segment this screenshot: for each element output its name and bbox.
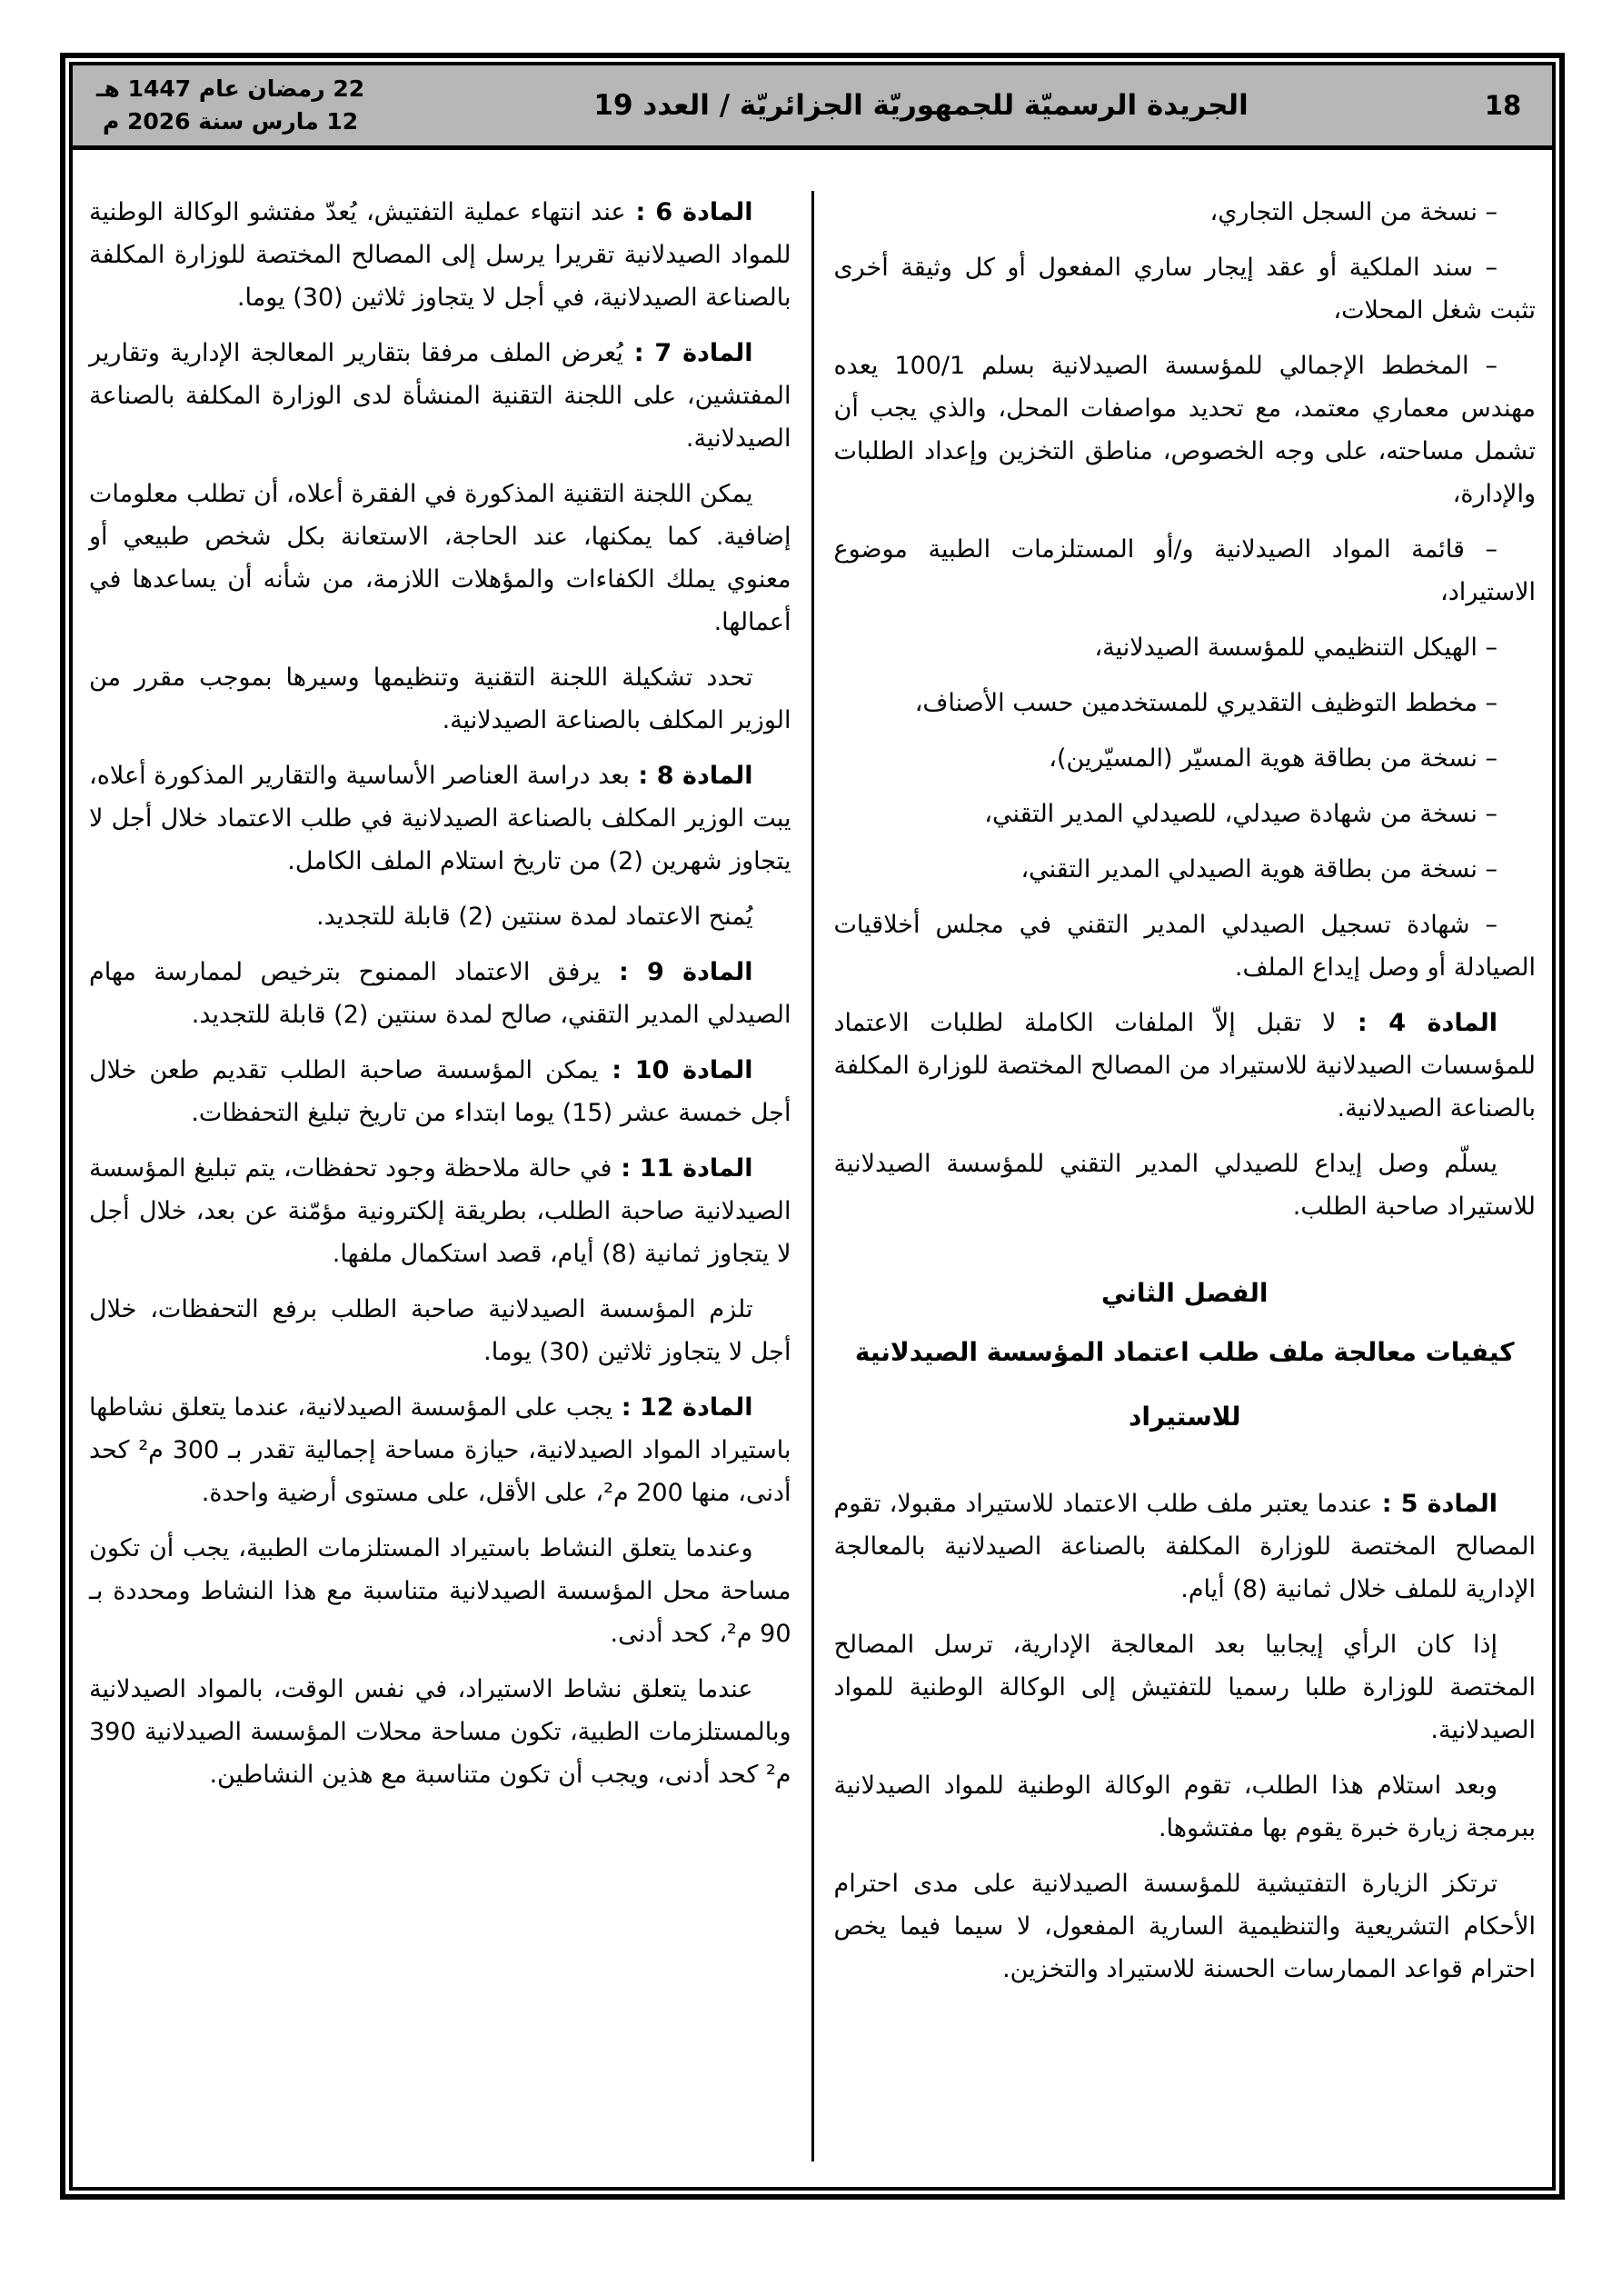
body-paragraph: [834, 1862, 1537, 1991]
article-number-label: المادة 11 :: [612, 1154, 753, 1183]
article-number-label: المادة 9 :: [600, 958, 753, 986]
paragraph-text: عندما يعتبر ملف طلب الاعتماد للاستيراد مقبولا، تقوم المصالح المختصة للوزارة المكلفة بالصناعة الصيدلانية بالمعالجة الإدارية للملف خلال ثمانية (8) أيام.: [833, 1489, 1536, 1603]
list-item-text: – نسخة من بطاقة هوية المسيّر (المسيّرين)،: [1049, 744, 1498, 773]
list-item: [834, 737, 1537, 780]
paragraph-text: تحدد تشكيلة اللجنة التقنية وتنظيمها وسيرها بموجب مقرر من الوزير المكلف بالصناعة الصيدلانية.: [89, 664, 791, 734]
list-item: [834, 626, 1537, 669]
issue-dates: [96, 73, 364, 139]
list-item-text: – شهادة تسجيل الصيدلي المدير التقني في مجلس أخلاقيات الصيادلة أو وصل إيداع الملف.: [833, 911, 1536, 982]
body-paragraph: [89, 473, 791, 644]
column-divider: [811, 191, 814, 2161]
page-frame-outer: [60, 53, 1565, 2200]
list-item: [834, 848, 1537, 891]
article-number-label: المادة 4 :: [1336, 1009, 1498, 1037]
list-item: [834, 191, 1537, 234]
masthead: [73, 65, 1552, 150]
paragraph-text: يمكن اللجنة التقنية المذكورة في الفقرة أعلاه، أن تطلب معلومات إضافية. كما يمكنها، عند الحاجة، الاستعانة بكل شخص طبيعي أو معنوي يملك الكفاءات والمؤهلات اللازمة، من شأنه أن يساعدها في أعمالها.: [89, 480, 791, 636]
article-paragraph: [89, 1049, 791, 1134]
paragraph-text: يُمنح الاعتماد لمدة سنتين (2) قابلة للتجديد.: [316, 903, 753, 931]
article-number-label: المادة 8 :: [629, 762, 753, 790]
list-item: [834, 344, 1537, 515]
article-paragraph: [89, 951, 791, 1036]
article-number-label: المادة 12 :: [612, 1393, 753, 1422]
list-item: [834, 682, 1537, 724]
column-right: [834, 191, 1537, 2161]
section-heading: [834, 1320, 1537, 1450]
body-paragraph: [89, 1288, 791, 1373]
article-number-label: المادة 5 :: [1372, 1489, 1498, 1518]
paragraph-text: يجب على المؤسسة الصيدلانية، عندما يتعلق نشاطها باستيراد المواد الصيدلانية، حيازة مساحة إجمالية تقدر بـ 300 م² كحد أدنى، منها 200 م²، على الأقل، على مستوى أرضية واحدة.: [89, 1393, 791, 1507]
article-paragraph: [89, 1147, 791, 1275]
list-item: [834, 528, 1537, 614]
body-paragraph: [834, 1764, 1537, 1850]
chapter-heading: [834, 1272, 1537, 1314]
body-paragraph: [834, 1143, 1537, 1228]
article-paragraph: [89, 754, 791, 883]
paragraph-text: كيفيات معالجة ملف طلب اعتماد المؤسسة الصيدلانية للاستيراد: [854, 1337, 1515, 1433]
article-paragraph: [89, 191, 791, 319]
paragraph-text: وعندما يتعلق النشاط باستيراد المستلزمات الطبية، يجب أن تكون مساحة محل المؤسسة الصيدلانية متناسبة مع هذا النشاط ومحددة بـ 90 م²، كحد أدنى.: [89, 1534, 791, 1648]
list-item: [834, 793, 1537, 835]
article-paragraph: [834, 1002, 1537, 1130]
column-left: [89, 191, 791, 2161]
list-item-text: – سند الملكية أو عقد إيجار ساري المفعول أو كل وثيقة أخرى تثبت شغل المحلات،: [833, 254, 1536, 324]
article-paragraph: [89, 1386, 791, 1514]
paragraph-text: في حالة ملاحظة وجود تحفظات، يتم تبليغ المؤسسة الصيدلانية صاحبة الطلب، بطريقة إلكترونية مؤمّنة عن بعد، خلال أجل لا يتجاوز ثمانية (8) أيام، قصد استكمال ملفها.: [89, 1154, 791, 1268]
page-frame-inner: [69, 62, 1556, 2191]
paragraph-text: عند انتهاء عملية التفتيش، يُعدّ مفتشو الوكالة الوطنية للمواد الصيدلانية تقريرا يرسل إلى المصالح المختصة للوزارة المكلفة بالصناعة الصيدلانية، في أجل لا يتجاوز ثلاثين (30) يوما.: [89, 198, 791, 312]
body-paragraph: [89, 656, 791, 742]
body-paragraph: [834, 1623, 1537, 1752]
list-item-text: – نسخة من شهادة صيدلي، للصيدلي المدير التقني،: [984, 800, 1498, 828]
body-paragraph: [89, 1668, 791, 1796]
list-item-text: – مخطط التوظيف التقديري للمستخدمين حسب الأصناف،: [914, 689, 1498, 717]
article-number-label: المادة 7 :: [622, 339, 753, 367]
list-item-text: – قائمة المواد الصيدلانية و/أو المستلزمات الطبية موضوع الاستيراد،: [833, 535, 1536, 606]
body-paragraph: [89, 895, 791, 938]
list-item-text: – نسخة من السجل التجاري،: [1209, 198, 1498, 226]
list-item-text: – المخطط الإجمالي للمؤسسة الصيدلانية بسلم 100/1 يعده مهندس معماري معتمد، مع تحديد مواصفات المحل، والذي يجب أن تشمل مساحته، على وجه الخصوص، مناطق التخزين وإعداد الطلبات والإدارة،: [833, 352, 1536, 508]
list-item: [834, 246, 1537, 332]
article-paragraph: [834, 1482, 1537, 1611]
paragraph-text: بعد دراسة العناصر الأساسية والتقارير المذكورة أعلاه، يبت الوزير المكلف بالصناعة الصيدلانية في طلب الاعتماد خلال أجل لا يتجاوز شهرين (2) من تاريخ استلام الملف الكامل.: [89, 762, 791, 875]
paragraph-text: تلزم المؤسسة الصيدلانية صاحبة الطلب برفع التحفظات، خلال أجل لا يتجاوز ثلاثين (30) يوما.: [89, 1295, 791, 1366]
paragraph-text: يُعرض الملف مرفقا بتقارير المعالجة الإدارية وتقارير المفتشين، على اللجنة التقنية المنشأة لدى الوزارة المكلفة بالصناعة الصيدلانية.: [89, 339, 791, 453]
paragraph-text: ترتكز الزيارة التفتيشية للمؤسسة الصيدلانية على مدى احترام الأحكام التشريعية والتنظيمية السارية المفعول، لا سيما فيما يخص احترام قواعد الممارسات الحسنة للاستيراد والتخزين.: [833, 1869, 1536, 1983]
paragraph-text: إذا كان الرأي إيجابيا بعد المعالجة الإدارية، ترسل المصالح المختصة للوزارة طلبا رسميا للتفتيش إلى الوكالة الوطنية للمواد الصيدلانية.: [833, 1630, 1536, 1744]
paragraph-text: لا تقبل إلاّ الملفات الكاملة لطلبات الاعتماد للمؤسسات الصيدلانية للاستيراد من المصالح المختصة للوزارة المكلفة بالصناعة الصيدلانية.: [833, 1009, 1536, 1123]
journal-title: الجريدة الرسميّة للجمهوريّة الجزائريّة / العدد 19: [593, 89, 1249, 122]
article-paragraph: [89, 332, 791, 460]
content-area: [73, 150, 1552, 2187]
paragraph-text: وبعد استلام هذا الطلب، تقوم الوكالة الوطنية للمواد الصيدلانية ببرمجة زيارة خبرة يقوم بها مفتشوها.: [833, 1771, 1536, 1842]
article-number-label: المادة 6 :: [625, 198, 753, 226]
page-number: 18: [1484, 90, 1522, 121]
paragraph-text: الفصل الثاني: [1101, 1278, 1269, 1308]
hijri-date: 22 رمضان عام 1447 هـ: [96, 75, 365, 102]
paragraph-text: عندما يتعلق نشاط الاستيراد، في نفس الوقت، بالمواد الصيدلانية وبالمستلزمات الطبية، تكون مساحة محلات المؤسسة الصيدلانية 390 م² كحد أدنى، ويجب أن تكون متناسبة مع هذين النشاطين.: [89, 1675, 791, 1789]
paragraph-text: يرفق الاعتماد الممنوح بترخيص لممارسة مهام الصيدلي المدير التقني، صالح لمدة سنتين (2) قابلة للتجديد.: [89, 958, 791, 1029]
list-item: [834, 903, 1537, 989]
body-paragraph: [89, 1527, 791, 1655]
list-item-text: – نسخة من بطاقة هوية الصيدلي المدير التقني،: [1020, 855, 1498, 883]
article-number-label: المادة 10 :: [598, 1056, 753, 1084]
list-item-text: – الهيكل التنظيمي للمؤسسة الصيدلانية،: [1094, 634, 1498, 662]
paragraph-text: يسلّم وصل إيداع للصيدلي المدير التقني للمؤسسة الصيدلانية للاستيراد صاحبة الطلب.: [833, 1150, 1536, 1221]
gregorian-date: 12 مارس سنة 2026 م: [102, 108, 359, 135]
paragraph-text: يمكن المؤسسة صاحبة الطلب تقديم طعن خلال أجل خمسة عشر (15) يوما ابتداء من تاريخ تبليغ التحفظات.: [89, 1056, 791, 1127]
